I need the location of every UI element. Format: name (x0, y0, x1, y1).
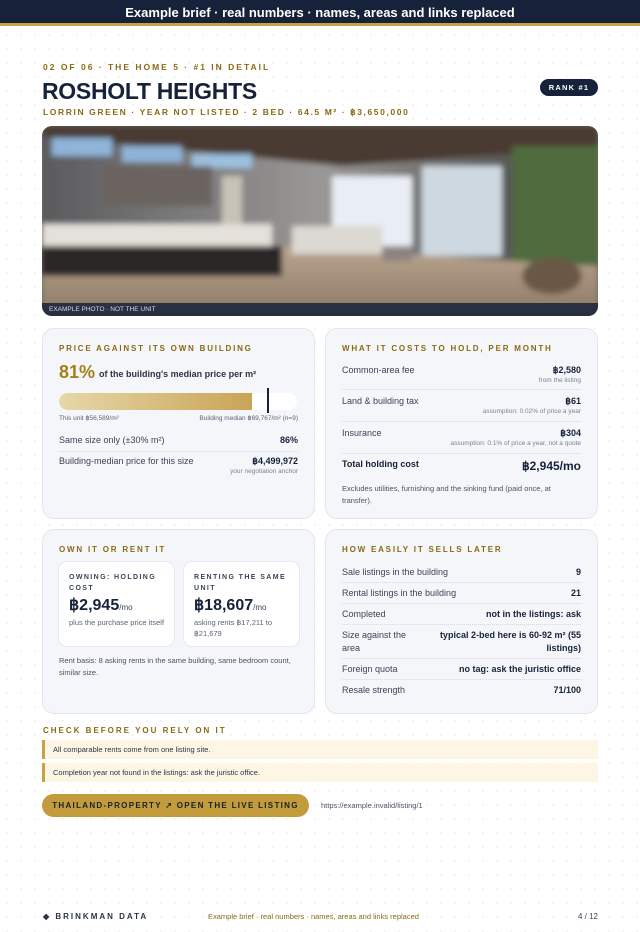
divider (342, 453, 581, 454)
price-bar-fill (59, 393, 252, 410)
check-item: Completion year not found in the listings: ask the juristic office. (42, 763, 598, 782)
divider (342, 624, 581, 625)
resale-card (325, 529, 598, 714)
row-value: 71/100 (553, 685, 581, 695)
footer-note: Example brief · real numbers · names, areas and links replaced (208, 912, 419, 921)
row-label: Sale listings in the building (342, 567, 449, 577)
row-label: Building-median price for this size (59, 456, 194, 466)
row-label: Completed (342, 609, 386, 619)
divider (342, 679, 581, 680)
renting-note: asking rents ฿17,211 to ฿21,679 (194, 618, 273, 638)
open-listing-button[interactable]: THAILAND-PROPERTY ↗ OPEN THE LIVE LISTING (42, 794, 309, 817)
total-value: ฿2,945/mo (522, 459, 581, 473)
row-value: ฿2,580 (552, 365, 581, 375)
row-value: ฿4,499,972 (252, 456, 298, 466)
price-bar-track (59, 393, 297, 410)
row-label: Total holding cost (342, 459, 419, 469)
owning-unit: /mo (119, 603, 133, 612)
page-number: 4 / 12 (577, 912, 598, 921)
price-percent-label: of the building's median price per m² (99, 369, 257, 379)
photo-caption: EXAMPLE PHOTO · NOT THE UNIT (42, 303, 598, 316)
owning-title: OWNING: HOLDING COST (69, 574, 157, 592)
owning-note: plus the purchase price itself (69, 618, 165, 627)
page-title: ROSHOLT HEIGHTS (42, 78, 257, 104)
divider (342, 658, 581, 659)
row-label: Insurance (342, 428, 382, 438)
listing-url-link[interactable]: https://example.invalid/listing/1 (321, 801, 423, 810)
unit-price-caption: This unit ฿56,589/m² (59, 415, 119, 422)
row-label: Rental listings in the building (342, 588, 457, 598)
property-subline: LORRIN GREEN · YEAR NOT LISTED · 2 BED · 64.5 M² · ฿3,650,000 (43, 107, 410, 117)
divider (342, 603, 581, 604)
divider (342, 389, 581, 390)
row-label: Common-area fee (342, 365, 415, 375)
property-photo (42, 126, 598, 316)
price-card-title: PRICE AGAINST ITS OWN BUILDING (59, 344, 253, 353)
median-marker (267, 388, 269, 413)
row-value: ฿61 (565, 396, 581, 406)
holding-card-title: WHAT IT COSTS TO HOLD, PER MONTH (342, 344, 553, 353)
row-value: typical 2-bed here is 60-92 m² (55 listings) (439, 630, 581, 653)
top-banner: Example brief · real numbers · names, areas and links replaced (0, 0, 640, 26)
row-sub: your negotiation anchor (230, 468, 298, 475)
divider (59, 451, 298, 452)
holding-cost-card (325, 328, 598, 519)
renting-amount: ฿18,607 (194, 597, 254, 614)
divider (342, 421, 581, 422)
row-value: ฿304 (560, 428, 581, 438)
row-value: 86% (279, 435, 298, 445)
median-price-caption: Building median ฿69,767/m² (n=9) (199, 415, 298, 422)
row-label: Foreign quota (342, 664, 398, 674)
own-rent-card (42, 529, 315, 714)
checks-title: CHECK BEFORE YOU RELY ON IT (43, 726, 227, 735)
holding-note: Excludes utilities, furnishing and the sinking fund (paid once, at transfer). (342, 484, 551, 505)
owning-value (69, 595, 133, 615)
rent-basis-note: Rent basis: 8 asking rents in the same building, same bedroom count, similar size. (59, 656, 291, 677)
row-value: 21 (570, 588, 581, 598)
row-value: no tag: ask the juristic office (458, 664, 581, 674)
section-kicker: 02 OF 06 · THE HOME 5 · #1 IN DETAIL (43, 62, 271, 72)
price-percent: 81% (59, 362, 96, 382)
interior-photo-illustration (42, 126, 598, 316)
row-label: Same size only (±30% m²) (59, 435, 165, 445)
resale-card-title: HOW EASILY IT SELLS LATER (342, 545, 503, 554)
check-item: All comparable rents come from one listing site. (42, 740, 598, 759)
row-value: 9 (575, 567, 581, 577)
footer-brand: ◆ BRINKMAN DATA (43, 912, 149, 921)
own-rent-card-title: OWN IT OR RENT IT (59, 545, 167, 554)
renting-title: RENTING THE SAME UNIT (194, 574, 287, 592)
row-sub: assumption: 0.02% of price a year (482, 408, 581, 415)
divider (342, 582, 581, 583)
row-label: Size against the area (342, 630, 407, 653)
row-value: not in the listings: ask (485, 609, 581, 619)
row-label: Resale strength (342, 685, 406, 695)
row-label: Land & building tax (342, 396, 419, 406)
rank-badge: RANK #1 (540, 79, 598, 96)
renting-unit: /mo (253, 603, 267, 612)
renting-value (194, 595, 266, 615)
price-card (42, 328, 315, 519)
row-sub: assumption: 0.1% of price a year, not a quote (450, 440, 581, 447)
row-sub: from the listing (538, 377, 581, 384)
renting-box (183, 561, 300, 647)
owning-amount: ฿2,945 (69, 597, 120, 614)
owning-box (58, 561, 175, 647)
